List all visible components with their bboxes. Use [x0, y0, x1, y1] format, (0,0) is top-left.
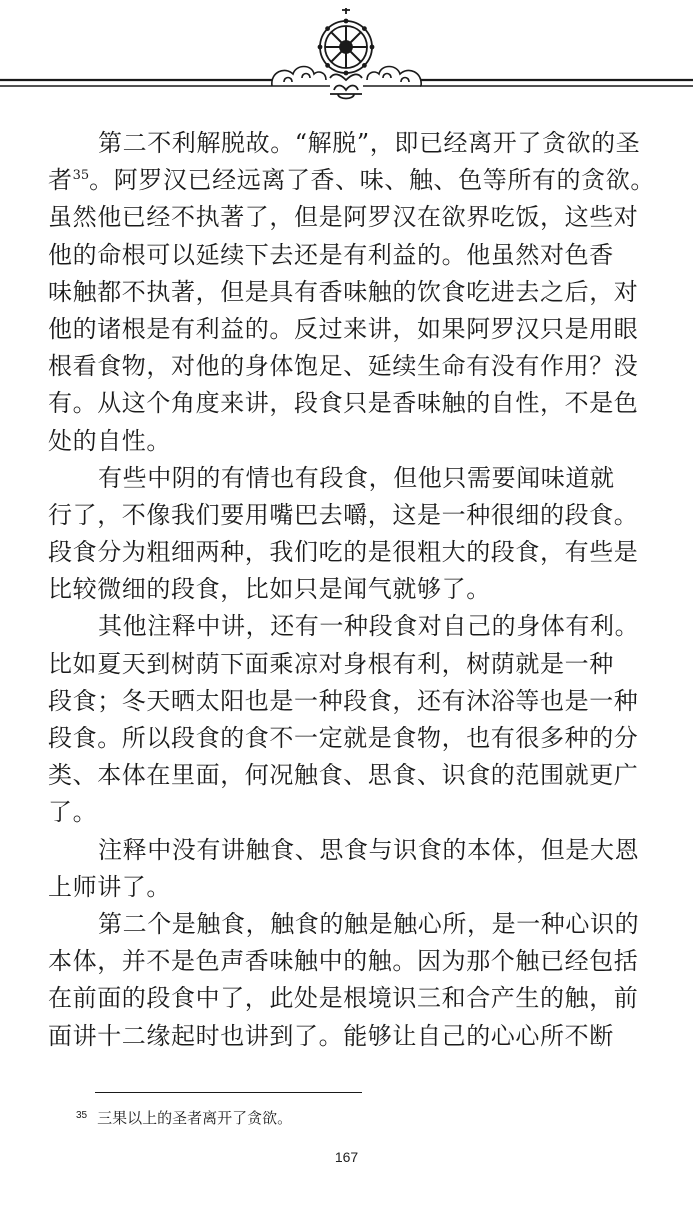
line-text: 处的自性。: [48, 426, 171, 455]
line-text: 本体，并不是色声香味触中的触。因为那个触已经包括: [48, 947, 639, 976]
line-text: 比较微细的段食，比如只是闻气就够了。: [48, 575, 491, 604]
header-rule-right: [420, 80, 693, 86]
line-text: 类、本体在里面，何况触食、思食、识食的范围就更广: [48, 761, 639, 790]
text-line: [48, 906, 658, 943]
line-text: 上师讲了。: [48, 872, 171, 901]
text-line: [48, 237, 658, 274]
footnote: [76, 1106, 292, 1128]
text-line: [48, 348, 658, 385]
line-text: 他的命根可以延续下去还是有利益的。他虽然对色香: [48, 240, 614, 269]
line-text: 第二个是触食，触食的触是触心所，是一种心识的: [98, 909, 640, 938]
text-line: [48, 497, 658, 534]
text-line: [48, 720, 658, 757]
line-text: 面讲十二缘起时也讲到了。能够让自己的心心所不断: [48, 1021, 614, 1050]
text-line: [48, 460, 658, 497]
line-text: 根看食物，对他的身体饱足、延续生命有没有作用？没: [48, 352, 639, 381]
cloud-scroll-right-icon: [363, 67, 421, 87]
text-line: [48, 125, 658, 162]
text-line: [48, 199, 658, 236]
text-line: [48, 646, 658, 683]
dharma-wheel-icon: [318, 8, 375, 99]
text-line: [48, 423, 658, 460]
footnote-divider: [95, 1092, 362, 1093]
text-line: [48, 385, 658, 422]
line-text: 段食；冬天晒太阳也是一种段食，还有沐浴等也是一种: [48, 686, 639, 715]
text-line: [48, 608, 658, 645]
line-text: 段食分为粗细两种，我们吃的是很粗大的段食，有些是: [48, 538, 639, 567]
header-rule-left: [0, 80, 272, 86]
page-number: 167: [334, 1149, 359, 1165]
footnote-number: 35: [76, 1110, 88, 1121]
text-line: [48, 1018, 658, 1055]
header-ornament: [0, 0, 693, 110]
text-line: [48, 869, 658, 906]
cloud-scroll-left-icon: [272, 67, 330, 87]
paragraph: [48, 608, 658, 831]
line-text: 第二不利解脱故。“解脱”，即已经离开了贪欲的圣: [98, 129, 641, 157]
line-text: 。阿罗汉已经远离了香、味、触、色等所有的贪欲。: [89, 166, 655, 195]
line-text: 行了，不像我们要用嘴巴去嚼，这是一种很细的段食。: [48, 500, 639, 529]
paragraph: [48, 832, 658, 906]
text-line: [48, 980, 658, 1017]
text-line: [48, 757, 658, 794]
body-text: [48, 125, 658, 1055]
line-text: 虽然他已经不执著了，但是阿罗汉在欲界吃饭，这些对: [48, 203, 639, 232]
line-text: 注释中没有讲触食、思食与识食的本体，但是大恩: [98, 835, 640, 864]
text-line: [48, 832, 658, 869]
line-text: 他的诸根是有利益的。反过来讲，如果阿罗汉只是用眼: [48, 314, 639, 343]
text-line: [48, 311, 658, 348]
line-text: 有些中阴的有情也有段食，但他只需要闻味道就: [98, 463, 615, 492]
text-line: [48, 794, 658, 831]
line-text: 味触都不执著，但是具有香味触的饮食吃进去之后，对: [48, 277, 639, 306]
page-header: [0, 0, 693, 110]
paragraph: [48, 125, 658, 460]
footnote-text: 三果以上的圣者离开了贪欲。: [97, 1109, 293, 1127]
text-line: [48, 943, 658, 980]
line-text: 了。: [48, 798, 98, 827]
line-text: 段食。所以段食的食不一定就是食物，也有很多种的分: [48, 724, 639, 752]
line-text: 其他注释中讲，还有一种段食对自己的身体有利。: [98, 612, 640, 641]
line-text: 比如夏天到树荫下面乘凉对身根有利，树荫就是一种: [48, 649, 614, 678]
paragraph: [48, 906, 658, 1055]
text-line: [48, 683, 658, 720]
footnote-reference[interactable]: 35: [72, 168, 90, 184]
line-text: 有。从这个角度来讲，段食只是香味触的自性，不是色: [48, 389, 639, 418]
line-text: 者: [48, 166, 73, 195]
text-line: [48, 534, 658, 571]
text-line: [48, 571, 658, 608]
text-line: [48, 274, 658, 311]
line-text: 在前面的段食中了，此处是根境识三和合产生的触，前: [48, 984, 639, 1013]
paragraph: [48, 460, 658, 609]
text-line: [48, 162, 658, 199]
